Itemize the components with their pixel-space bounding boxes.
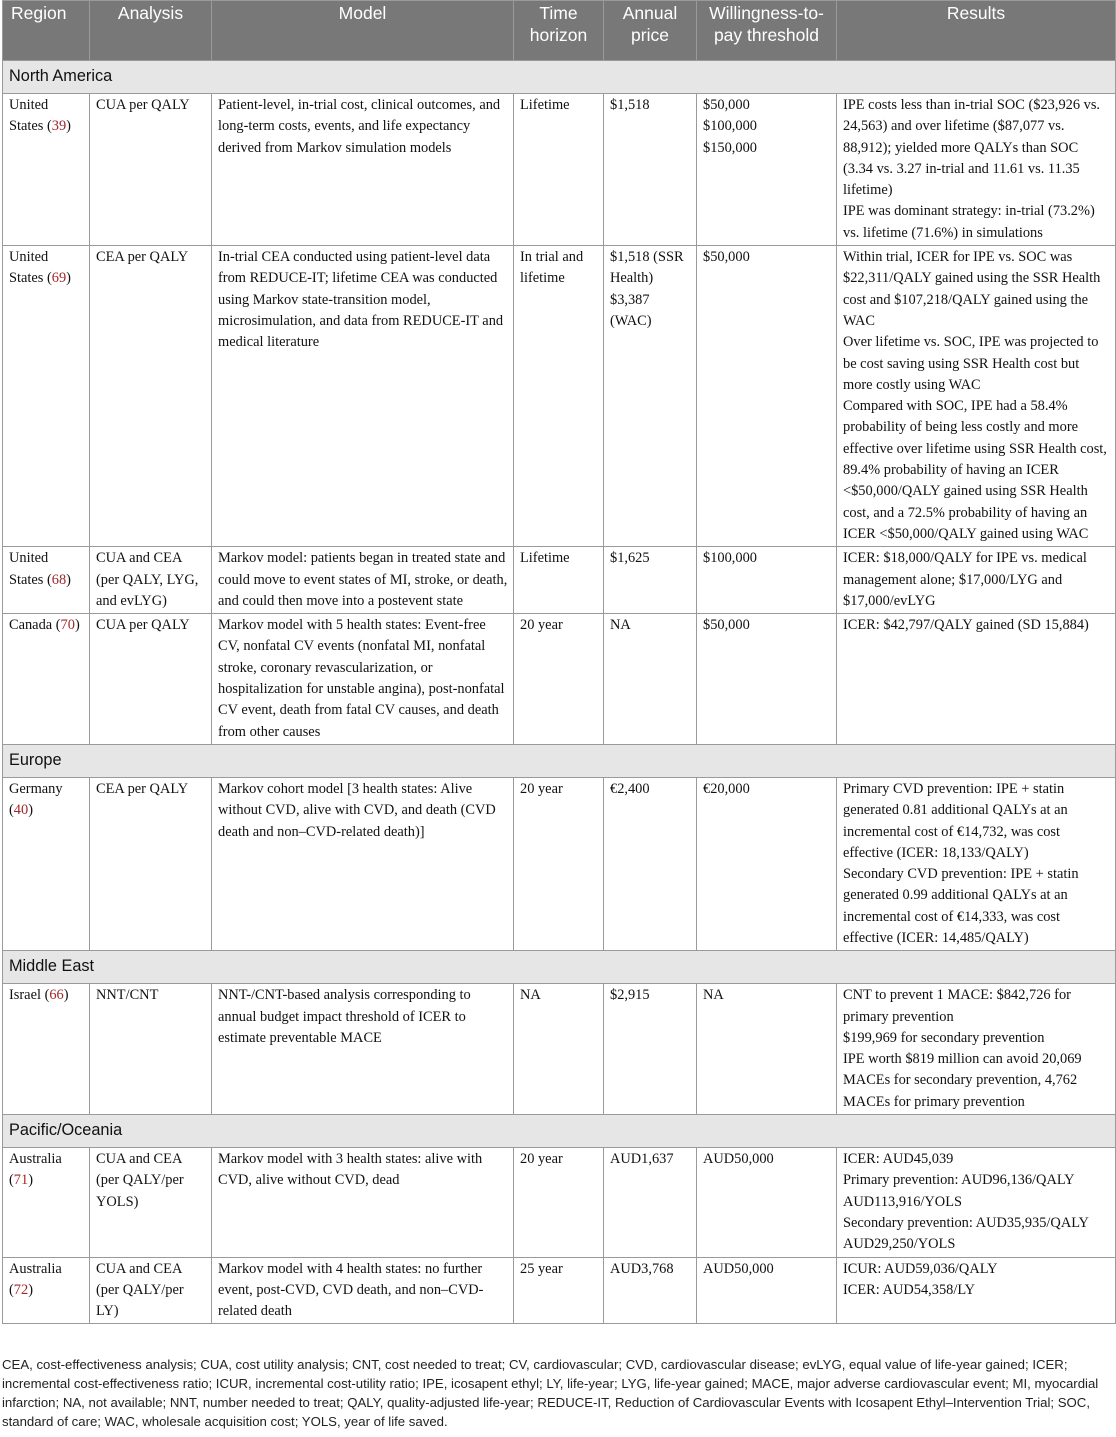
wtp-threshold-cell	[697, 547, 837, 614]
annual-price-cell	[604, 984, 697, 1115]
reference-link: 40	[13, 802, 29, 819]
model-cell	[212, 94, 514, 246]
annual-price-cell	[604, 1257, 697, 1324]
model-line: Markov model: patients began in treated state and could move to event states of MI, stroke, or death, and could then move into a postevent state	[218, 550, 508, 609]
results-line: IPE costs less than in-trial SOC ($23,926 vs. 24,563) and over lifetime ($87,077 vs. 88,912); yielded more QALYs than SOC (3.34 vs. 3.27 in-trial and 11.61 vs. 11.35 lifetime)	[843, 97, 1101, 199]
results-line: ICUR: AUD59,036/QALY	[843, 1260, 998, 1277]
analysis-cell: CUA and CEA (per QALY/per YOLS)	[90, 1148, 212, 1257]
table-row	[3, 777, 1116, 950]
analysis-cell: CUA and CEA (per QALY, LYG, and evLYG)	[90, 547, 212, 614]
table-header	[3, 1, 1116, 61]
results-cell	[837, 547, 1116, 614]
table-row	[3, 246, 1116, 547]
annual-price-cell	[604, 777, 697, 950]
reference-link: 66	[49, 987, 64, 1004]
results-line: ICER: AUD45,039	[843, 1151, 954, 1168]
region-row	[3, 744, 1116, 777]
country-cell: United States (39)	[3, 94, 90, 246]
annual-price-line: $1,518	[610, 97, 650, 113]
model-cell	[212, 614, 514, 745]
reference-link: 70	[60, 617, 75, 634]
results-cell	[837, 1148, 1116, 1257]
region-row	[3, 1115, 1116, 1148]
analysis-cell: CUA per QALY	[90, 614, 212, 745]
annual-price-cell	[604, 1148, 697, 1257]
country-cell: United States (69)	[3, 246, 90, 547]
reference-link: 71	[13, 1172, 29, 1189]
results-line: ICER: $42,797/QALY gained (SD 15,884)	[843, 617, 1089, 634]
analysis-cell: CEA per QALY	[90, 777, 212, 950]
model-line: Patient-level, in-trial cost, clinical outcomes, and long-term costs, events, and life expectancy derived from Markov simulation models	[218, 97, 501, 156]
annual-price-line: $1,518 (SSR Health)	[610, 249, 684, 287]
country-name: Australia	[9, 1151, 62, 1168]
results-line: Primary prevention: AUD96,136/QALY AUD113,916/YOLS	[843, 1172, 1075, 1210]
annual-price-line: $3,387 (WAC)	[610, 291, 652, 329]
analysis-cell: CUA per QALY	[90, 94, 212, 246]
country-name: United States	[9, 97, 49, 135]
results-cell	[837, 94, 1116, 246]
time-horizon-cell	[514, 1148, 604, 1257]
annual-price-cell	[604, 246, 697, 547]
time-horizon-line: 25 year	[520, 1260, 563, 1277]
table-row	[3, 1257, 1116, 1324]
time-horizon-cell	[514, 984, 604, 1115]
wtp-threshold-line: $50,000	[703, 249, 750, 266]
results-line: CNT to prevent 1 MACE: $842,726 for primary prevention	[843, 987, 1071, 1025]
model-line: Markov cohort model [3 health states: Alive without CVD, alive with CVD, and death (CVD death and non–CVD-related death)]	[218, 780, 496, 840]
header-wtp-threshold: Willingness-to-pay threshold	[697, 1, 837, 61]
results-cell	[837, 1257, 1116, 1324]
wtp-threshold-line: $150,000	[703, 139, 757, 156]
country-cell: Israel (66)	[3, 984, 90, 1115]
model-line: Markov model with 5 health states: Event-free CV, nonfatal CV events (nonfatal MI, nonfatal stroke, coronary revascularization, or hospitalization for unstable angina), post-nonfatal CV event, death from fatal CV causes, and death from other causes	[218, 617, 505, 740]
reference-link: 39	[51, 118, 67, 135]
annual-price-line: €2,400	[610, 780, 650, 797]
country-cell: Canada (70)	[3, 614, 90, 745]
model-line: In-trial CEA conducted using patient-level data from REDUCE-IT; lifetime CEA was conducted using Markov state-transition model, microsimulation, and data from REDUCE-IT and medical literature	[218, 249, 504, 351]
reference-link: 68	[51, 571, 67, 588]
results-line: $199,969 for secondary prevention	[843, 1029, 1045, 1046]
annual-price-line: AUD3,768	[610, 1260, 674, 1277]
wtp-threshold-line: $50,000	[703, 617, 750, 634]
wtp-threshold-cell	[697, 777, 837, 950]
results-line: Primary CVD prevention: IPE + statin generated 0.81 additional QALYs at an incremental cost of €14,732, was cost effective (ICER: 18,133/QALY)	[843, 780, 1068, 861]
results-line: Within trial, ICER for IPE vs. SOC was $22,311/QALY gained using the SSR Health cost and $107,218/QALY gained using the WAC	[843, 249, 1101, 329]
time-horizon-line: Lifetime	[520, 97, 570, 113]
wtp-threshold-line: $100,000	[703, 118, 757, 135]
annual-price-cell	[604, 547, 697, 614]
annual-price-line: NA	[610, 617, 631, 634]
results-line: Secondary prevention: AUD35,935/QALY AUD29,250/YOLS	[843, 1214, 1089, 1253]
results-line: ICER: AUD54,358/LY	[843, 1281, 976, 1298]
region-name: North America	[3, 61, 1116, 94]
results-line: IPE worth $819 million can avoid 20,069 MACEs for secondary prevention, 4,762 MACEs for primary prevention	[843, 1051, 1082, 1110]
model-cell	[212, 1148, 514, 1257]
results-line: ICER: $18,000/QALY for IPE vs. medical management alone; $17,000/LYG and $17,000/evLYG	[843, 550, 1087, 609]
table-body	[3, 61, 1116, 1324]
wtp-threshold-line: AUD50,000	[703, 1260, 774, 1277]
table-row	[3, 94, 1116, 246]
country-name: Australia	[9, 1260, 62, 1277]
results-line: Secondary CVD prevention: IPE + statin generated 0.99 additional QALYs at an incremental cost of €14,333, was cost effective (ICER: 14,485/QALY)	[843, 866, 1079, 946]
annual-price-line: AUD1,637	[610, 1151, 674, 1168]
region-name: Middle East	[3, 951, 1116, 984]
annual-price-cell	[604, 614, 697, 745]
country-name: United States	[9, 249, 49, 287]
country-name: Germany	[9, 780, 63, 797]
reference-link: 69	[51, 270, 67, 287]
country-name: Israel	[9, 987, 41, 1004]
wtp-threshold-cell	[697, 1257, 837, 1324]
results-line: Compared with SOC, IPE had a 58.4% probability of being less costly and more effective over lifetime using SSR Health cost, 89.4% probability of having an ICER <$50,000/QALY gained using SSR Health cost, and a 72.5% probability of having an ICER <$50,000/QALY gained using WAC	[843, 398, 1107, 542]
results-cell	[837, 614, 1116, 745]
wtp-threshold-cell	[697, 94, 837, 246]
model-line: NNT-/CNT-based analysis corresponding to annual budget impact threshold of ICER to estimate preventable MACE	[218, 987, 471, 1046]
country-cell: United States (68)	[3, 547, 90, 614]
region-name: Pacific/Oceania	[3, 1115, 1116, 1148]
time-horizon-cell	[514, 94, 604, 246]
time-horizon-cell	[514, 614, 604, 745]
time-horizon-line: 20 year	[520, 617, 563, 634]
country-cell: Australia (72)	[3, 1257, 90, 1324]
country-name: Canada	[9, 617, 53, 634]
wtp-threshold-line: $100,000	[703, 550, 757, 567]
model-cell	[212, 246, 514, 547]
analysis-cell: CUA and CEA (per QALY/per LY)	[90, 1257, 212, 1324]
results-line: Over lifetime vs. SOC, IPE was projected to be cost saving using SSR Health cost but more costly using WAC	[843, 334, 1099, 393]
wtp-threshold-line: NA	[703, 987, 724, 1004]
results-cell	[837, 984, 1116, 1115]
cost-effectiveness-table	[2, 0, 1116, 1324]
region-row	[3, 951, 1116, 984]
annual-price-line: $1,625	[610, 550, 650, 567]
time-horizon-line: 20 year	[520, 780, 563, 797]
country-name: United States	[9, 550, 49, 588]
reference-link: 72	[13, 1281, 29, 1298]
annual-price-line: $2,915	[610, 987, 650, 1004]
results-line: IPE was dominant strategy: in-trial (73.2%) vs. lifetime (71.6%) in simulations	[843, 203, 1095, 241]
table-row	[3, 1148, 1116, 1257]
header-analysis: Analysis	[90, 1, 212, 61]
region-name: Europe	[3, 744, 1116, 777]
analysis-cell: NNT/CNT	[90, 984, 212, 1115]
model-line: Markov model with 3 health states: alive with CVD, alive without CVD, dead	[218, 1151, 483, 1189]
region-row	[3, 61, 1116, 94]
results-cell	[837, 777, 1116, 950]
annual-price-cell	[604, 94, 697, 246]
country-cell: Germany (40)	[3, 777, 90, 950]
model-cell	[212, 984, 514, 1115]
header-results: Results	[837, 1, 1116, 61]
table-row	[3, 614, 1116, 745]
model-cell	[212, 547, 514, 614]
time-horizon-cell	[514, 1257, 604, 1324]
header-time-horizon: Time horizon	[514, 1, 604, 61]
analysis-cell: CEA per QALY	[90, 246, 212, 547]
wtp-threshold-line: €20,000	[703, 780, 750, 797]
wtp-threshold-cell	[697, 984, 837, 1115]
model-cell	[212, 777, 514, 950]
header-region: Region	[3, 1, 90, 61]
model-line: Markov model with 4 health states: no further event, post-CVD, CVD death, and non–CVD-related death	[218, 1260, 484, 1320]
header-model: Model	[212, 1, 514, 61]
header-annual-price: Annual price	[604, 1, 697, 61]
time-horizon-cell	[514, 246, 604, 547]
time-horizon-line: NA	[520, 987, 541, 1004]
wtp-threshold-line: AUD50,000	[703, 1151, 774, 1168]
results-cell	[837, 246, 1116, 547]
table-row	[3, 547, 1116, 614]
country-cell: Australia (71)	[3, 1148, 90, 1257]
wtp-threshold-cell	[697, 614, 837, 745]
time-horizon-line: In trial and lifetime	[520, 249, 584, 287]
time-horizon-line: 20 year	[520, 1151, 563, 1168]
wtp-threshold-cell	[697, 1148, 837, 1257]
time-horizon-line: Lifetime	[520, 550, 570, 567]
table-footnote: CEA, cost-effectiveness analysis; CUA, cost utility analysis; CNT, cost needed to treat; CV, cardiovascular; CVD, cardiovascular disease; evLYG, equal value of life-year gained; ICER; incremental cost-effectiveness ratio; ICUR, incremental cost-utility ratio; IPE, icosapent ethyl; LY, life-year; LYG, life-year gained; MACE, major adverse cardiovascular event; MI, myocardial infarction; NA, not available; NNT, number needed to treat; QALY, quality-adjusted life-year; REDUCE-IT, Reduction of Cardiovascular Events with Icosapent Ethyl–Intervention Trial; SOC, standard of care; WAC, wholesale acquisition cost; YOLS, year of life saved.	[2, 1357, 1099, 1429]
time-horizon-cell	[514, 777, 604, 950]
wtp-threshold-cell	[697, 246, 837, 547]
time-horizon-cell	[514, 547, 604, 614]
model-cell	[212, 1257, 514, 1324]
wtp-threshold-line: $50,000	[703, 97, 750, 113]
table-row	[3, 984, 1116, 1115]
